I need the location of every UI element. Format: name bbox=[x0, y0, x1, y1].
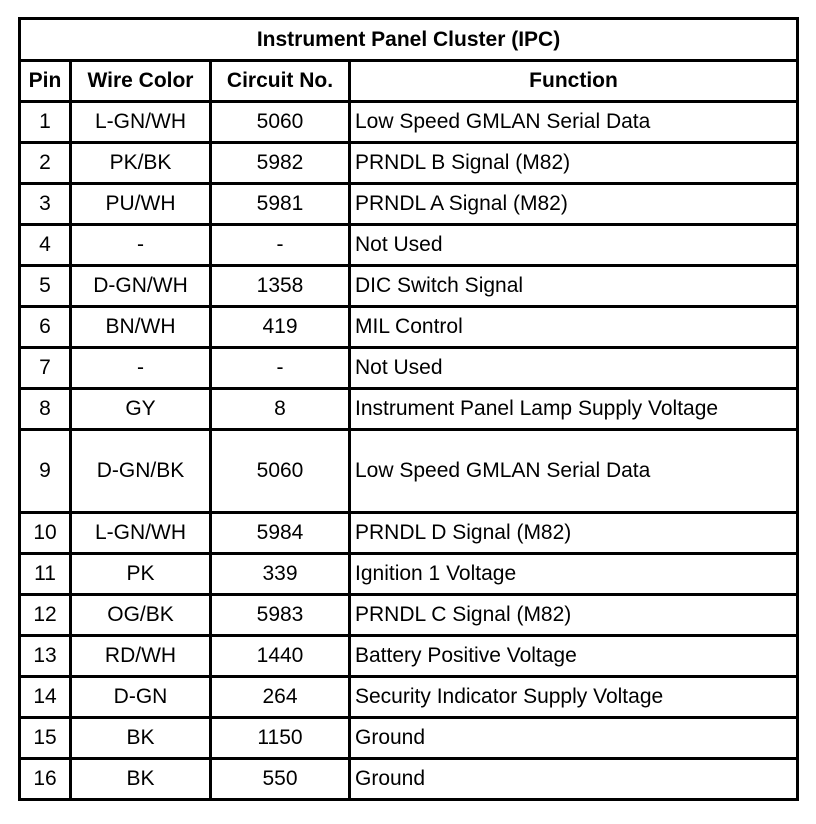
wire-color-cell: - bbox=[71, 225, 211, 266]
circuit-cell: 419 bbox=[211, 307, 350, 348]
wire-color-cell: PK/BK bbox=[71, 143, 211, 184]
table-row bbox=[20, 225, 798, 266]
table-row bbox=[20, 595, 798, 636]
table-row bbox=[20, 430, 798, 513]
function-cell: Ground bbox=[350, 759, 798, 800]
function-cell: Not Used bbox=[350, 225, 798, 266]
pin-cell: 2 bbox=[20, 143, 71, 184]
circuit-cell: - bbox=[211, 225, 350, 266]
wire-color-cell: OG/BK bbox=[71, 595, 211, 636]
function-cell: PRNDL C Signal (M82) bbox=[350, 595, 798, 636]
function-cell: Security Indicator Supply Voltage bbox=[350, 677, 798, 718]
pin-cell: 7 bbox=[20, 348, 71, 389]
circuit-cell: 1150 bbox=[211, 718, 350, 759]
table-row bbox=[20, 266, 798, 307]
wire-color-cell: PK bbox=[71, 554, 211, 595]
header-pin: Pin bbox=[20, 61, 71, 102]
table-row bbox=[20, 102, 798, 143]
pin-cell: 14 bbox=[20, 677, 71, 718]
table-row bbox=[20, 389, 798, 430]
wire-color-cell: BK bbox=[71, 759, 211, 800]
pin-cell: 5 bbox=[20, 266, 71, 307]
circuit-cell: 5981 bbox=[211, 184, 350, 225]
circuit-cell: 5060 bbox=[211, 430, 350, 513]
function-cell: DIC Switch Signal bbox=[350, 266, 798, 307]
wire-color-cell: PU/WH bbox=[71, 184, 211, 225]
function-cell: MIL Control bbox=[350, 307, 798, 348]
pin-cell: 6 bbox=[20, 307, 71, 348]
pin-cell: 1 bbox=[20, 102, 71, 143]
wire-color-cell: RD/WH bbox=[71, 636, 211, 677]
wire-color-cell: D-GN bbox=[71, 677, 211, 718]
table-row bbox=[20, 759, 798, 800]
circuit-cell: 264 bbox=[211, 677, 350, 718]
header-row bbox=[20, 61, 798, 102]
wire-color-cell: - bbox=[71, 348, 211, 389]
function-cell: PRNDL B Signal (M82) bbox=[350, 143, 798, 184]
function-cell: Ground bbox=[350, 718, 798, 759]
circuit-cell: 1440 bbox=[211, 636, 350, 677]
function-cell: Not Used bbox=[350, 348, 798, 389]
circuit-cell: 5983 bbox=[211, 595, 350, 636]
table-row bbox=[20, 677, 798, 718]
wire-color-cell: BK bbox=[71, 718, 211, 759]
wire-color-cell: GY bbox=[71, 389, 211, 430]
title-row bbox=[20, 19, 798, 61]
table-row bbox=[20, 513, 798, 554]
wire-color-cell: D-GN/WH bbox=[71, 266, 211, 307]
table-row bbox=[20, 348, 798, 389]
function-cell: Ignition 1 Voltage bbox=[350, 554, 798, 595]
function-cell: PRNDL D Signal (M82) bbox=[350, 513, 798, 554]
circuit-cell: 339 bbox=[211, 554, 350, 595]
wire-color-cell: BN/WH bbox=[71, 307, 211, 348]
circuit-cell: 8 bbox=[211, 389, 350, 430]
pin-cell: 9 bbox=[20, 430, 71, 513]
circuit-cell: 5060 bbox=[211, 102, 350, 143]
table-row bbox=[20, 554, 798, 595]
circuit-cell: 1358 bbox=[211, 266, 350, 307]
header-wire-color: Wire Color bbox=[71, 61, 211, 102]
table-row bbox=[20, 718, 798, 759]
circuit-cell: 5984 bbox=[211, 513, 350, 554]
function-cell: Low Speed GMLAN Serial Data bbox=[350, 102, 798, 143]
table-row bbox=[20, 184, 798, 225]
pin-cell: 11 bbox=[20, 554, 71, 595]
pin-cell: 4 bbox=[20, 225, 71, 266]
header-circuit-no: Circuit No. bbox=[211, 61, 350, 102]
table-title: Instrument Panel Cluster (IPC) bbox=[20, 19, 798, 61]
circuit-cell: - bbox=[211, 348, 350, 389]
pin-cell: 13 bbox=[20, 636, 71, 677]
pin-cell: 10 bbox=[20, 513, 71, 554]
function-cell: Low Speed GMLAN Serial Data bbox=[350, 430, 798, 513]
table-row bbox=[20, 636, 798, 677]
table-row bbox=[20, 143, 798, 184]
header-function: Function bbox=[350, 61, 798, 102]
pin-cell: 15 bbox=[20, 718, 71, 759]
wire-color-cell: L-GN/WH bbox=[71, 513, 211, 554]
function-cell: Instrument Panel Lamp Supply Voltage bbox=[350, 389, 798, 430]
wire-color-cell: D-GN/BK bbox=[71, 430, 211, 513]
pin-cell: 3 bbox=[20, 184, 71, 225]
wire-color-cell: L-GN/WH bbox=[71, 102, 211, 143]
pin-cell: 12 bbox=[20, 595, 71, 636]
function-cell: PRNDL A Signal (M82) bbox=[350, 184, 798, 225]
circuit-cell: 550 bbox=[211, 759, 350, 800]
pin-cell: 8 bbox=[20, 389, 71, 430]
pin-cell: 16 bbox=[20, 759, 71, 800]
ipc-pinout-table bbox=[18, 17, 799, 801]
function-cell: Battery Positive Voltage bbox=[350, 636, 798, 677]
table-row bbox=[20, 307, 798, 348]
circuit-cell: 5982 bbox=[211, 143, 350, 184]
